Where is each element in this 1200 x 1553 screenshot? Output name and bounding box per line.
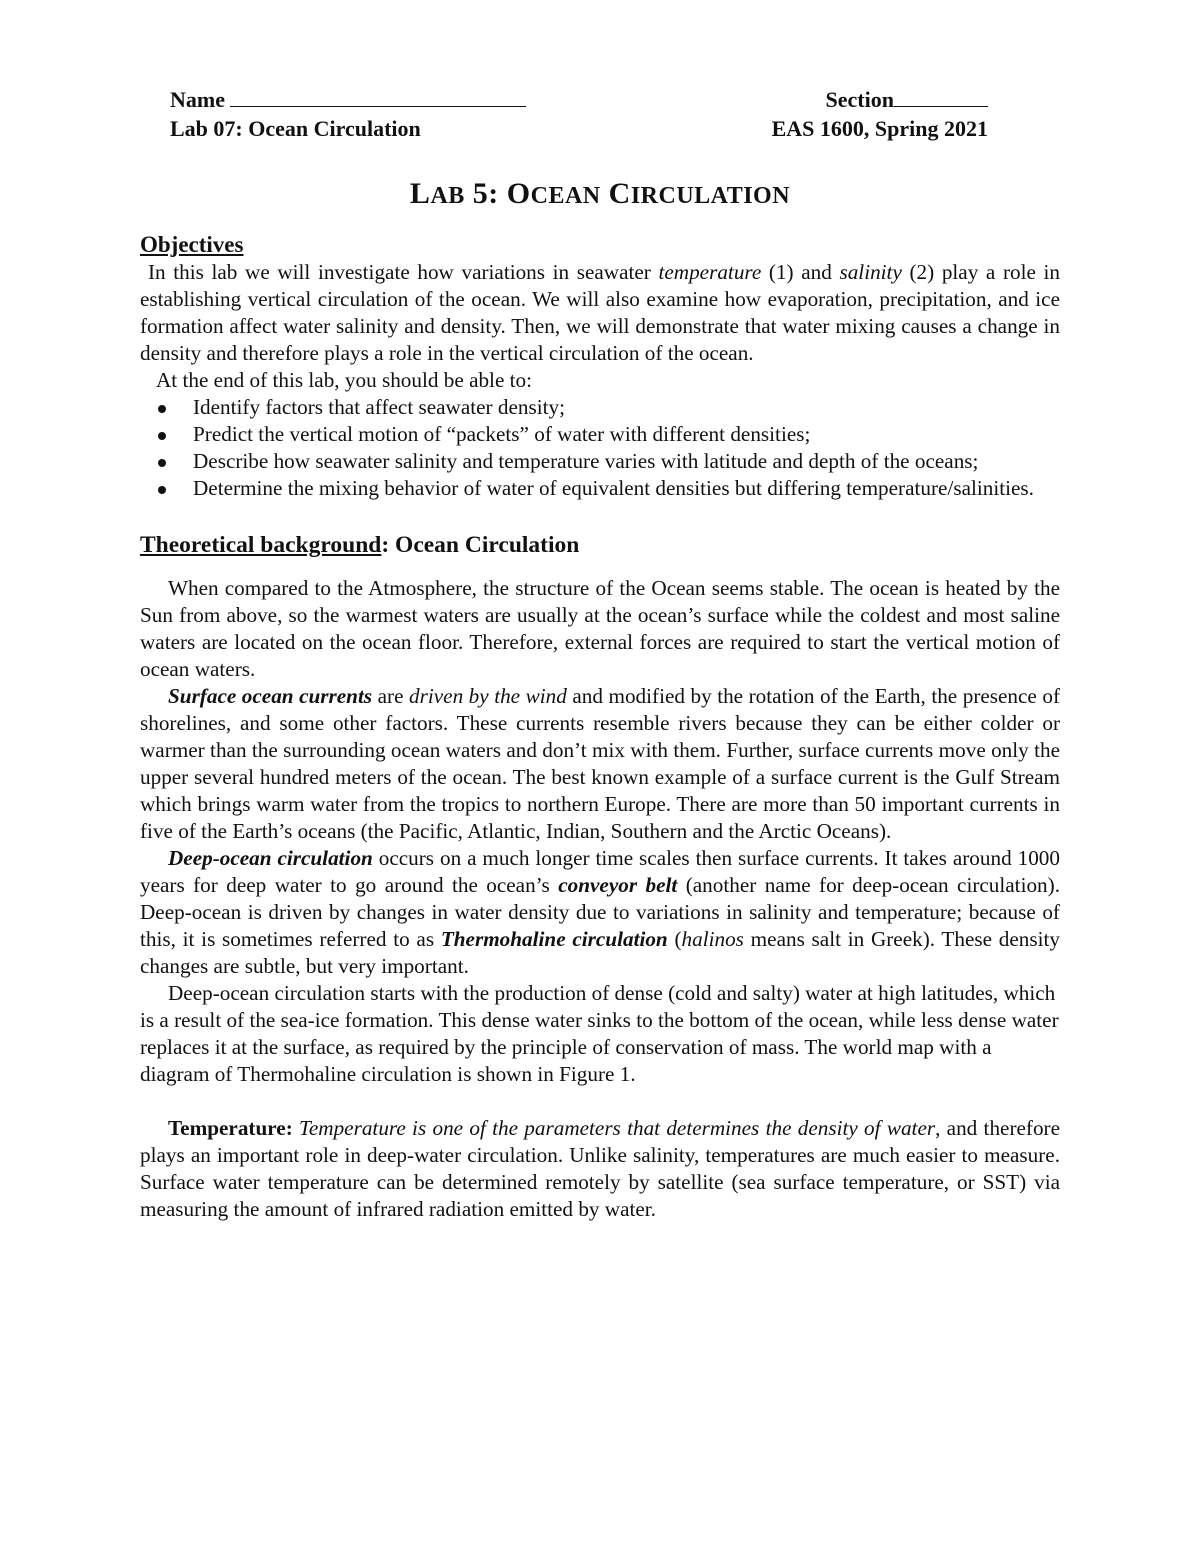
paragraph-gap bbox=[140, 1088, 1060, 1115]
header-row-2 bbox=[140, 114, 1060, 144]
objectives-heading: Objectives bbox=[140, 232, 244, 257]
list-item: Identify factors that affect seawater density; bbox=[140, 394, 1060, 421]
page-title: LAB 5: OCEAN CIRCULATION bbox=[409, 177, 791, 210]
lab-label: Lab 07: Ocean Circulation bbox=[170, 116, 421, 141]
list-item: Describe how seawater salinity and temperature varies with latitude and depth of the oceans; bbox=[140, 448, 1060, 475]
course-label: EAS 1600, Spring 2021 bbox=[771, 116, 988, 141]
bullet-icon bbox=[158, 432, 166, 440]
background-paragraph-2: Surface ocean currents are driven by the wind and modified by the rotation of the Earth, the presence of shorelines, and some other factors. These currents resemble rivers because they can be either colder or warmer than the surrounding ocean waters and don’t mix with them. Further, surface currents move only the upper several hundred meters of the ocean. The best known example of a surface current is the Gulf Stream which brings warm water from the tropics to northern Europe. There are more than 50 important currents in five of the Earth’s oceans (the Pacific, Atlantic, Indian, Southern and the Arctic Oceans). bbox=[140, 684, 1061, 843]
background-paragraph-3: Deep-ocean circulation occurs on a much longer time scales then surface currents. It takes around 1000 years for deep water to go around the ocean’s conveyor belt (another name for deep-ocean circulation). Deep-ocean is driven by changes in water density due to variations in salinity and temperature; because of this, it is sometimes referred to as Thermohaline circulation (halinos means salt in Greek). These density changes are subtle, but very important. bbox=[140, 846, 1060, 978]
list-item: Determine the mixing behavior of water of equivalent densities but differing temperature/salinities. bbox=[140, 475, 1060, 502]
section-field bbox=[826, 84, 988, 115]
header-row-1 bbox=[140, 84, 1060, 114]
section-blank bbox=[894, 84, 988, 107]
background-heading: Theoretical background: Ocean Circulation bbox=[140, 532, 580, 558]
background-paragraph-4: Deep-ocean circulation starts with the production of dense (cold and salty) water at high latitudes, which is a result of the sea-ice formation. This dense water sinks to the bottom of the ocean, while less dense water replaces it at the surface, as required by the principle of conservation of mass. The world map with a diagram of Thermohaline circulation is shown in Figure 1. bbox=[140, 981, 1059, 1086]
bullet-icon bbox=[158, 405, 166, 413]
objectives-lead: At the end of this lab, you should be able to: bbox=[156, 368, 533, 392]
bullet-icon bbox=[158, 459, 166, 467]
objectives-list bbox=[140, 394, 1060, 502]
bullet-icon bbox=[158, 486, 166, 494]
section-label: Section bbox=[825, 87, 894, 112]
name-label: Name bbox=[170, 87, 225, 112]
name-blank bbox=[230, 84, 526, 107]
document-page bbox=[140, 84, 1060, 1223]
list-item: Predict the vertical motion of “packets” of water with different densities; bbox=[140, 421, 1060, 448]
temperature-paragraph: Temperature: Temperature is one of the parameters that determines the density of water, and therefore plays an important role in deep-water circulation. Unlike salinity, temperatures are much easier to measure. Surface water temperature can be determined remotely by satellite (sea surface temperature, or SST) via measuring the amount of infrared radiation emitted by water. bbox=[140, 1116, 1061, 1221]
background-paragraph-1: When compared to the Atmosphere, the structure of the Ocean seems stable. The ocean is heated by the Sun from above, so the warmest waters are usually at the ocean’s surface while the coldest and most saline waters are located on the ocean floor. Therefore, external forces are required to start the vertical motion of ocean waters. bbox=[140, 576, 1060, 681]
objectives-intro: In this lab we will investigate how variations in seawater temperature (1) and salinity (2) play a role in establishing vertical circulation of the ocean. We will also examine how evaporation, precipitation, and ice formation affect water salinity and density. Then, we will demonstrate that water mixing causes a change in density and therefore plays a role in the vertical circulation of the ocean. bbox=[140, 260, 1061, 365]
name-field bbox=[170, 84, 526, 115]
